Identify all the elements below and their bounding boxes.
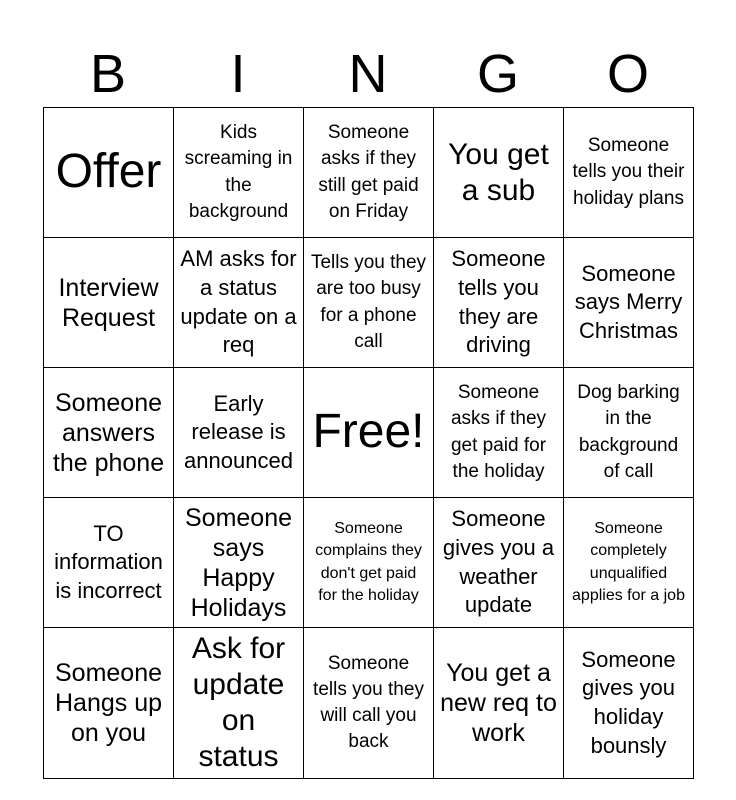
bingo-cell[interactable]: Someone says Merry Christmas	[564, 238, 694, 368]
bingo-cell[interactable]: You get a sub	[434, 108, 564, 238]
bingo-cell[interactable]: AM asks for a status update on a req	[174, 238, 304, 368]
header-letter-n: N	[348, 44, 388, 104]
bingo-cell[interactable]: Someone answers the phone	[44, 368, 174, 498]
bingo-cell[interactable]: Tells you they are too busy for a phone call	[304, 238, 434, 368]
header-letter-i: I	[230, 44, 246, 104]
board-row	[44, 108, 694, 238]
bingo-cell[interactable]: You get a new req to work	[434, 628, 564, 779]
bingo-cell[interactable]: Someone tells you they will call you back	[304, 628, 434, 779]
bingo-cell[interactable]: Someone gives you a weather update	[434, 498, 564, 628]
bingo-board	[43, 107, 694, 779]
board-row	[44, 498, 694, 628]
bingo-cell[interactable]: Kids screaming in the background	[174, 108, 304, 238]
bingo-cell[interactable]: Someone asks if they still get paid on Friday	[304, 108, 434, 238]
bingo-cell[interactable]: Interview Request	[44, 238, 174, 368]
bingo-cell[interactable]: TO information is incorrect	[44, 498, 174, 628]
bingo-cell[interactable]: Someone tells you they are driving	[434, 238, 564, 368]
bingo-cell[interactable]: Someone asks if they get paid for the holiday	[434, 368, 564, 498]
board-row	[44, 368, 694, 498]
bingo-cell[interactable]: Dog barking in the background of call	[564, 368, 694, 498]
bingo-cell[interactable]: Someone Hangs up on you	[44, 628, 174, 779]
bingo-cell[interactable]: Early release is announced	[174, 368, 304, 498]
header-letter-g: G	[476, 44, 519, 104]
bingo-cell[interactable]: Someone completely unqualified applies for a job	[564, 498, 694, 628]
bingo-cell[interactable]: Someone says Happy Holidays	[174, 498, 304, 628]
bingo-cell[interactable]: Offer	[44, 108, 174, 238]
bingo-cell[interactable]: Someone tells you their holiday plans	[564, 108, 694, 238]
free-space-cell[interactable]: Free!	[304, 368, 434, 498]
bingo-cell[interactable]: Someone complains they don't get paid for the holiday	[304, 498, 434, 628]
bingo-header	[43, 40, 693, 108]
header-letter-o: O	[606, 44, 649, 104]
header-letter-b: B	[89, 44, 127, 104]
board-row	[44, 628, 694, 779]
bingo-cell[interactable]: Someone gives you holiday bounsly	[564, 628, 694, 779]
bingo-cell[interactable]: Ask for update on status	[174, 628, 304, 779]
board-row	[44, 238, 694, 368]
